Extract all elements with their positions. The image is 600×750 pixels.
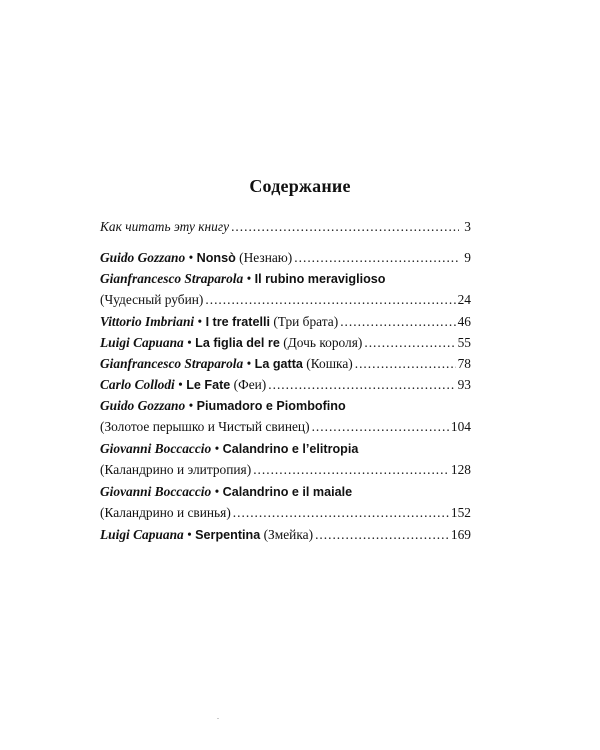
leader-dots: [268, 374, 455, 395]
bullet-separator: •: [187, 335, 192, 350]
story-translation: (Змейка): [263, 527, 314, 542]
bullet-separator: •: [188, 398, 194, 413]
story-translation: (Незнаю): [239, 250, 293, 265]
author-name: Guido Gozzano: [100, 250, 186, 265]
author-name: Guido Gozzano: [100, 398, 186, 413]
story-title: Nonsò: [196, 251, 236, 265]
story-title: Serpentina: [195, 528, 261, 542]
page-number: 9: [464, 250, 471, 265]
page-mark: .: [217, 712, 219, 721]
story-translation: (Три брата): [273, 314, 339, 329]
author-name: Carlo Collodi: [100, 377, 175, 392]
story-translation: (Каландрино и элитропия): [100, 462, 252, 477]
leader-dots: [205, 289, 455, 310]
story-title: La figlia del re: [195, 336, 280, 350]
author-name: Vittorio Imbriani: [100, 314, 195, 329]
author-name: Giovanni Boccaccio: [100, 484, 212, 499]
toc-entry: [100, 438, 471, 480]
story-translation: (Дочь короля): [283, 335, 363, 350]
author-name: Giovanni Boccaccio: [100, 441, 212, 456]
toc-entry: [100, 353, 471, 374]
bullet-separator: •: [197, 314, 203, 329]
leader-dots: [364, 332, 455, 353]
page-number: 169: [450, 527, 471, 542]
story-title: La gatta: [254, 357, 303, 371]
bullet-separator: •: [178, 377, 183, 392]
page-number: 78: [457, 356, 471, 371]
leader-dots: [312, 416, 449, 437]
toc-entry: [100, 332, 471, 353]
story-translation: (Кошка): [306, 356, 353, 371]
leader-dots: [355, 353, 456, 374]
page-number: 46: [457, 314, 471, 329]
bullet-separator: •: [187, 527, 192, 542]
toc-entry: [100, 311, 471, 332]
page-number: 55: [457, 335, 471, 350]
page-number: 128: [450, 462, 471, 477]
story-title: Piumadoro e Piombofino: [196, 399, 346, 413]
leader-dots: [253, 459, 449, 480]
story-title: I tre fratelli: [205, 315, 270, 329]
story-translation: (Каландрино и свинья): [100, 505, 231, 520]
toc-entry: [100, 524, 471, 545]
author-name: Gianfrancesco Straparola: [100, 271, 244, 286]
leader-dots: [294, 247, 459, 268]
page-number: 3: [464, 219, 471, 234]
bullet-separator: •: [246, 356, 252, 371]
author-name: Gianfrancesco Straparola: [100, 356, 244, 371]
leader-dots: [231, 216, 459, 237]
leader-dots: [233, 502, 449, 523]
bullet-separator: •: [246, 271, 252, 286]
bullet-separator: •: [214, 484, 220, 499]
story-title: Calandrino e il maiale: [222, 485, 353, 499]
author-name: Luigi Capuana: [100, 335, 184, 350]
toc-intro-title: Как читать эту книгу: [100, 219, 230, 234]
story-title: Le Fate: [186, 378, 231, 392]
page-number: 93: [457, 377, 471, 392]
bullet-separator: •: [214, 441, 220, 456]
table-of-contents: [100, 216, 471, 545]
page-number: 152: [450, 505, 471, 520]
toc-entry: [100, 374, 471, 395]
story-title: Il rubino meraviglioso: [254, 272, 386, 286]
page-title: Содержание: [249, 176, 351, 196]
story-translation: (Феи): [233, 377, 267, 392]
toc-entry: [100, 247, 471, 268]
bullet-separator: •: [188, 250, 194, 265]
page-number: 104: [450, 419, 471, 434]
author-name: Luigi Capuana: [100, 527, 184, 542]
leader-dots: [315, 524, 449, 545]
toc-entry: [100, 481, 471, 523]
story-translation: (Золотое перышко и Чистый свинец): [100, 419, 310, 434]
toc-entry: [100, 268, 471, 310]
toc-intro-row: [100, 216, 471, 237]
story-translation: (Чудесный рубин): [100, 292, 204, 307]
leader-dots: [340, 311, 455, 332]
toc-entry: [100, 395, 471, 437]
page-number: 24: [457, 292, 471, 307]
story-title: Calandrino e l’elitropia: [222, 442, 359, 456]
